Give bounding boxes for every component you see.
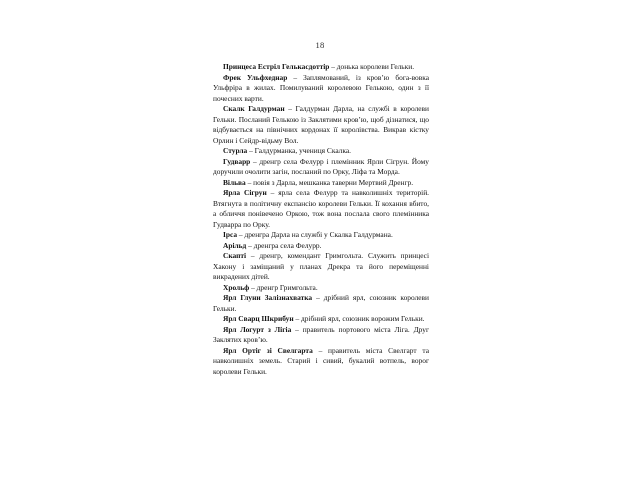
glossary-entry xyxy=(213,178,429,189)
glossary-definition: – дренгра Дарла на службі у Скалка Галдурмана. xyxy=(237,230,393,240)
glossary-term: Ярл Ортіг зі Свелгарта xyxy=(223,345,313,355)
glossary-entry xyxy=(213,293,429,314)
glossary-term: Ярл Логурт з Лігіа xyxy=(223,324,292,334)
glossary-definition: – повія з Дарла, мешканка таверни Мертвий Дренгр. xyxy=(245,177,414,187)
glossary-definition: – ярла села Фелурр та навколишніх територій. Втягнута в політичну експансію королеви Гельки. Її кохання вбито, а обличчя понівечено Оркою, тож вона послала свого племінника Гудварра по Орку. xyxy=(213,188,429,229)
glossary-definition: – правитель міста Свелгарт та навколишніх земель. Старий і сивий, букалий вотпель, ворог королеви Гельки. xyxy=(213,345,429,376)
glossary-entry xyxy=(213,62,429,73)
glossary-term: Скапті xyxy=(223,251,247,261)
glossary-term: Стурла xyxy=(223,146,248,156)
glossary-entry xyxy=(213,157,429,178)
glossary-definition: – дренгр села Фелурр і племінник Ярли Сігрун. Йому доручили очолити загін, посланий по Орку, Ліфа та Морда. xyxy=(213,156,429,177)
glossary-entry xyxy=(213,283,429,294)
glossary-definition: – правитель портового міста Ліга. Друг Заклятих кров’ю. xyxy=(213,324,429,345)
glossary-definition: – дрібний ярл, союзник королеви Гельки. xyxy=(213,293,429,313)
glossary-text-block xyxy=(213,62,429,377)
glossary-term: Гудварр xyxy=(223,156,251,166)
glossary-definition: – дренгра села Фелурр. xyxy=(246,240,322,250)
glossary-entry xyxy=(213,325,429,346)
glossary-definition: – донька королеви Гельки. xyxy=(329,62,415,71)
glossary-entry xyxy=(213,230,429,241)
glossary-definition: – Галдурманка, учениця Скалка. xyxy=(247,146,351,156)
glossary-term: Арільд xyxy=(223,240,247,250)
glossary-term: Фрек Ульфхеднар xyxy=(223,72,288,82)
glossary-term: Ірса xyxy=(223,230,238,240)
glossary-definition: – дрібний ярл, союзник ворожим Гельки. xyxy=(293,314,425,324)
page-number: 18 xyxy=(315,40,325,50)
glossary-term: Ярла Сігрун xyxy=(223,188,267,198)
glossary-term: Ярл Глуни Залізнахватка xyxy=(223,293,313,303)
glossary-entry xyxy=(213,188,429,230)
glossary-entry xyxy=(213,104,429,146)
glossary-definition: – дренгр Гримгольта. xyxy=(249,282,318,292)
glossary-term: Скалк Галдурман xyxy=(223,104,285,114)
glossary-term: Хрольф xyxy=(223,282,250,292)
glossary-term: Принцеса Естріл Гелькасдоттір xyxy=(223,62,330,71)
glossary-definition: – Галдурман Дарла, на службі в королеви Гельки. Посланий Гелькою із Заклятими кров’ю, щоб дізнатися, що відбувається на північних кордонах її королівства. Викрав кістку Орлин і Сейдр-відьму Вол. xyxy=(213,104,430,145)
glossary-entry xyxy=(213,241,429,252)
glossary-term: Ярл Сварц Шкрибун xyxy=(223,314,294,324)
glossary-entry xyxy=(213,346,429,378)
glossary-entry xyxy=(213,73,429,105)
glossary-entry xyxy=(213,146,429,157)
glossary-entry xyxy=(213,314,429,325)
glossary-entry xyxy=(213,251,429,283)
glossary-definition: – Заплямований, із кров’ю бога-вовка Ульфріра в жилах. Помилуваний королевою Гелькою, один з її почесних варти. xyxy=(213,72,429,103)
glossary-term: Вільва xyxy=(223,177,246,187)
glossary-definition: – дренгр, комендант Гримгольта. Служить принцесі Хакону і заміщаний у планах Дрекра та його переміщенні викрадених дітей. xyxy=(213,251,429,282)
